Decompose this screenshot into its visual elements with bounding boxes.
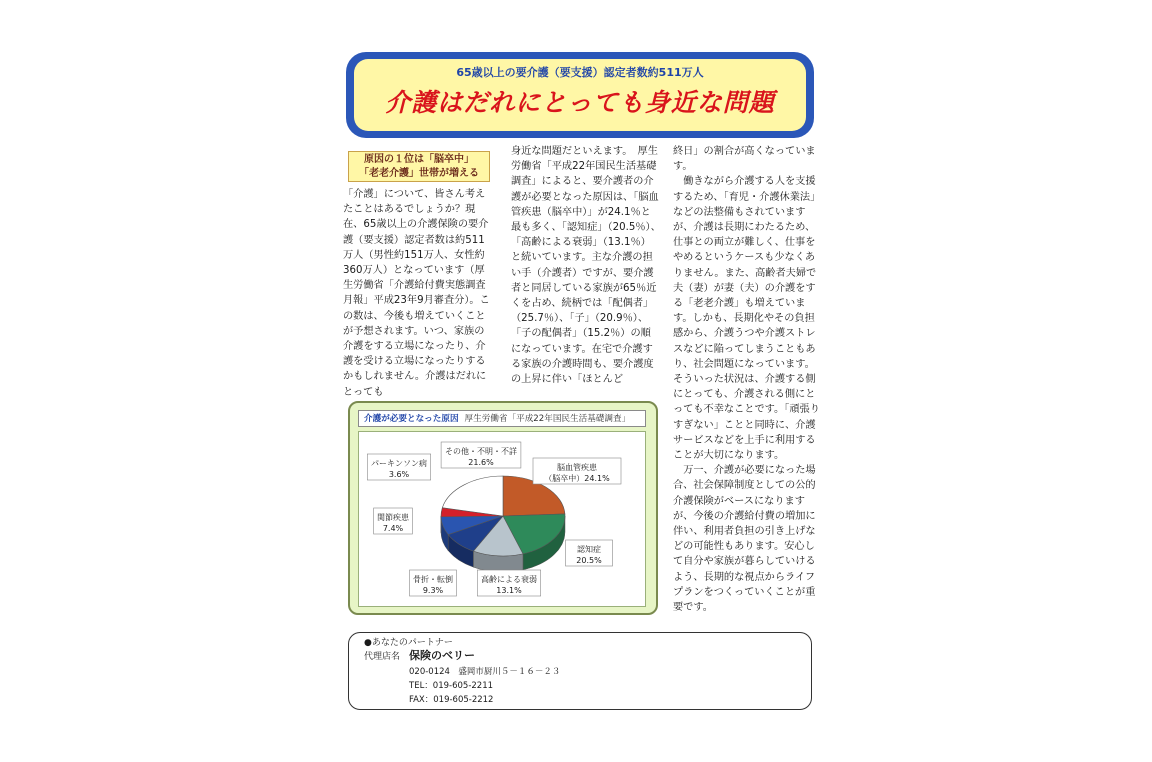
section-heading — [348, 151, 490, 182]
partner-label: ●あなたのパートナー — [364, 638, 453, 648]
chart-source: 厚生労働省「平成22年国民生活基礎調査」 — [464, 414, 631, 424]
pie-label-category: パーキンソン病 — [371, 459, 427, 468]
pie-label-value: （脳卒中）24.1% — [544, 474, 610, 483]
header-subtitle: 65歳以上の要介護（要支援）認定者数約511万人 — [456, 66, 704, 79]
chart-area — [358, 431, 646, 607]
article-col2-text: 身近な問題だといえます。 厚生労働省「平成22年国民生活基礎調査」によると、要介護者の介護が必要となった原因は、「脳血管疾患（脳卒中）」が24.1％と最も多く、「認知症」（20.5％）、「高齢による衰弱」（13.1％）と続いています。主な介護の担い手（介護者）ですが、要介護者と同居している家族が65％近くを占め、続柄では「配偶者」（25.7％）、「子」（20.9％）、「子の配偶者」（15.2％）の順になっています。在宅で介護する家族の介護時間も、要介護度の上昇に伴い「ほとんど — [511, 146, 661, 386]
chart-panel — [348, 401, 658, 615]
page-title: 介護はだれにとっても身近な問題 — [385, 88, 775, 117]
partner-footer — [348, 632, 812, 710]
article-column-2 — [511, 144, 661, 387]
pie-label-value: 3.6% — [388, 470, 410, 479]
pie-chart — [359, 432, 647, 608]
pie-label-category: その他・不明・不詳 — [445, 447, 517, 456]
pie-label-category: 関節疾患 — [377, 513, 409, 522]
pie-label-category: 骨折・転倒 — [413, 575, 453, 584]
article-col3-p2: 働きながら介護する人を支援するため、「育児・介護休業法」などの法整備もされていますが、介護は長期にわたるため、仕事との両立が難しく、仕事をやめるというケースも少なくありません。また、高齢者夫婦で夫（妻）が妻（夫）の介護をする「老老介護」も増えています。しかも、長期化やその負担感から、介護うつや介護ストレスなどに陥ってしまうこともあり、社会問題になっています。そういった状況は、介護する側にとっても、介護される側にとっても不幸なことです。「頑張りすぎない」ことと同時に、介護サービスなどを上手に利用することが大切になります。 — [673, 176, 821, 462]
pie-label-category: 認知症 — [577, 545, 601, 554]
article-col1-text: 「介護」について、皆さん考えたことはあるでしょうか？現在、65歳以上の介護保険の要介護（要支援）認定者数は約511万人（男性約151万人、女性約360万人）となっています（厚生労働省「介護給付費実態調査月報」平成23年9月審査分）。この数は、今後も増えていくことが予想されます。いつ、家族の介護をする立場になったり、介護を受ける立場になったりするかもしれません。介護はだれにとっても — [343, 189, 490, 398]
header-banner-inner — [354, 59, 806, 131]
pie-label-category: 脳血管疾患 — [557, 463, 597, 472]
agent-address: 020-0124 盛岡市厨川５－１６－２３ — [409, 667, 561, 677]
section-heading-line1: 原因の１位は「脳卒中」 — [364, 154, 474, 165]
pie-label-category: 高齢による衰弱 — [481, 575, 537, 584]
agent-label: 代理店名 — [364, 652, 401, 662]
chart-header — [358, 410, 646, 427]
agent-tel: TEL：019-605-2211 — [409, 681, 494, 691]
pie-label-value: 9.3% — [422, 586, 444, 595]
article-col3-p3: 万一、介護が必要になった場合、社会保障制度としての公的介護保険がベースになりますが、今後の介護給付費の増加に伴い、利用者負担の引き上げなどの可能性もあります。安心して自分や家族が暮らしていけるよう、長期的な視点からライフプランをつくっていくことが重要です。 — [673, 465, 816, 614]
article-col3-p1: 終日」の割合が高くなっています。 — [673, 146, 816, 173]
pie-label-value: 21.6% — [468, 458, 494, 467]
agent-name: 保険のベリー — [409, 649, 475, 662]
section-heading-line2: 「老老介護」世帯が増える — [359, 168, 479, 179]
pie-label-value: 13.1% — [496, 586, 522, 595]
article-column-3 — [673, 144, 823, 615]
chart-title: 介護が必要となった原因 — [364, 414, 459, 424]
pie-label-value: 20.5% — [576, 556, 602, 565]
agent-fax: FAX：019-605-2212 — [409, 695, 494, 705]
header-banner — [346, 52, 814, 138]
article-column-1 — [343, 187, 491, 400]
pie-label-value: 7.4% — [382, 524, 404, 533]
